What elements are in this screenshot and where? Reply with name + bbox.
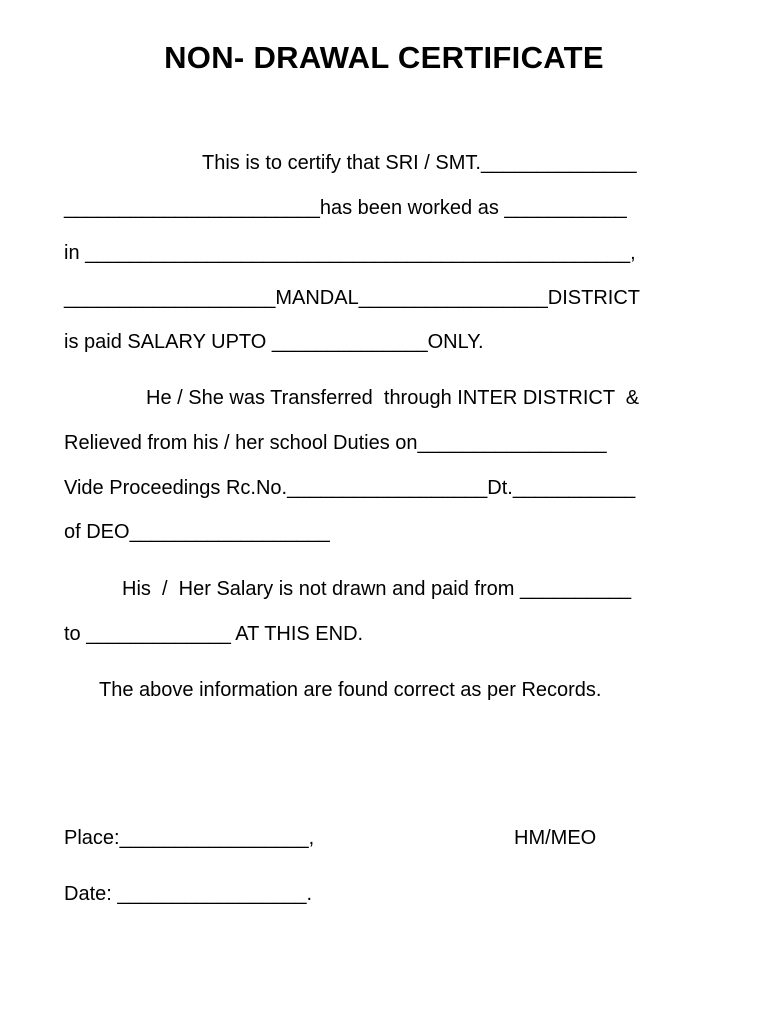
- certify-name-line: This is to certify that SRI / SMT.______________: [202, 152, 637, 174]
- at-this-end-line: to _____________ AT THIS END.: [64, 623, 364, 645]
- salary-upto-line: is paid SALARY UPTO ______________ONLY.: [64, 331, 484, 353]
- certificate-title: NON- DRAWAL CERTIFICATE: [164, 40, 604, 75]
- salary-not-drawn-line: His / Her Salary is not drawn and paid from __________: [122, 578, 632, 600]
- place-field: Place:_________________,: [64, 827, 315, 849]
- relieved-line: Relieved from his / her school Duties on_________________: [64, 432, 607, 454]
- deo-line: of DEO__________________: [64, 521, 330, 543]
- proceedings-line: Vide Proceedings Rc.No.__________________Dt.___________: [64, 477, 636, 499]
- worked-as-line: _______________________has been worked as ___________: [64, 197, 627, 219]
- mandal-district-line: ___________________MANDAL_________________DISTRICT: [64, 287, 640, 309]
- records-statement-line: The above information are found correct as per Records.: [99, 679, 602, 701]
- signatory-label: HM/MEO: [514, 827, 597, 849]
- date-field: Date: _________________.: [64, 883, 313, 905]
- school-in-line: in _________________________________________________,: [64, 242, 636, 264]
- transfer-line: He / She was Transferred through INTER DISTRICT &: [146, 387, 640, 409]
